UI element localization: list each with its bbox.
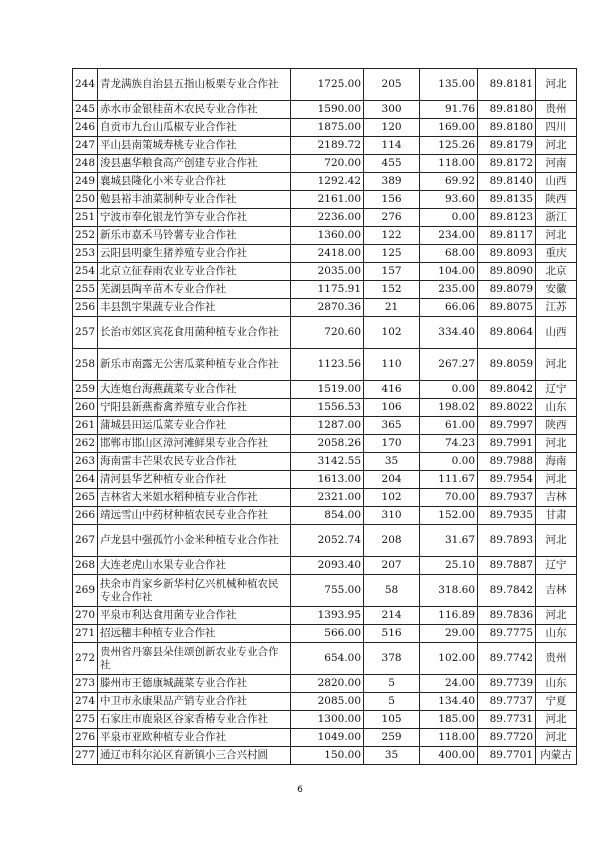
amount-value: 720.60 xyxy=(291,317,364,349)
province: 甘肃 xyxy=(536,507,577,525)
table-row xyxy=(73,381,577,399)
province: 山西 xyxy=(536,173,577,191)
amount-value: 1300.00 xyxy=(291,711,364,729)
average-value: 235.00 xyxy=(420,281,478,299)
member-count: 207 xyxy=(364,557,420,575)
amount-value: 2058.26 xyxy=(291,435,364,453)
amount-value: 654.00 xyxy=(291,643,364,675)
cooperative-name: 卢龙县中强孤竹小金米种植专业合作社 xyxy=(98,525,291,557)
amount-value: 854.00 xyxy=(291,507,364,525)
average-value: 400.00 xyxy=(420,747,478,765)
row-number: 270 xyxy=(73,607,98,625)
amount-value: 1590.00 xyxy=(291,101,364,119)
table-row xyxy=(73,575,577,607)
province: 山东 xyxy=(536,625,577,643)
cooperative-name: 芜湖县陶辛苗木专业合作社 xyxy=(98,281,291,299)
table-row xyxy=(73,155,577,173)
score-value: 89.8123 xyxy=(478,209,536,227)
province: 河北 xyxy=(536,607,577,625)
province: 江苏 xyxy=(536,299,577,317)
score-value: 89.7731 xyxy=(478,711,536,729)
amount-value: 1613.00 xyxy=(291,471,364,489)
row-number: 252 xyxy=(73,227,98,245)
cooperative-name: 新乐市南露无公害瓜菜种植专业合作社 xyxy=(98,349,291,381)
member-count: 21 xyxy=(364,299,420,317)
amount-value: 2870.36 xyxy=(291,299,364,317)
province: 河北 xyxy=(536,227,577,245)
amount-value: 1393.95 xyxy=(291,607,364,625)
province: 山西 xyxy=(536,317,577,349)
score-value: 89.8180 xyxy=(478,101,536,119)
cooperative-name: 石家庄市鹿泉区谷家香椿专业合作社 xyxy=(98,711,291,729)
amount-value: 2093.40 xyxy=(291,557,364,575)
province: 陕西 xyxy=(536,191,577,209)
amount-value: 2236.00 xyxy=(291,209,364,227)
table-row xyxy=(73,693,577,711)
row-number: 272 xyxy=(73,643,98,675)
average-value: 70.00 xyxy=(420,489,478,507)
score-value: 89.8075 xyxy=(478,299,536,317)
row-number: 248 xyxy=(73,155,98,173)
province: 河北 xyxy=(536,137,577,155)
cooperative-name: 云阳县明豪生猪养殖专业合作社 xyxy=(98,245,291,263)
amount-value: 1519.00 xyxy=(291,381,364,399)
province: 宁夏 xyxy=(536,693,577,711)
province: 贵州 xyxy=(536,643,577,675)
cooperative-name: 平山县南策城寿桃专业合作社 xyxy=(98,137,291,155)
score-value: 89.7954 xyxy=(478,471,536,489)
amount-value: 2820.00 xyxy=(291,675,364,693)
cooperative-name: 宁波市奉化银龙竹笋专业合作社 xyxy=(98,209,291,227)
member-count: 105 xyxy=(364,711,420,729)
average-value: 234.00 xyxy=(420,227,478,245)
province: 山东 xyxy=(536,675,577,693)
amount-value: 2052.74 xyxy=(291,525,364,557)
row-number: 244 xyxy=(73,69,98,101)
average-value: 118.00 xyxy=(420,155,478,173)
average-value: 93.60 xyxy=(420,191,478,209)
member-count: 259 xyxy=(364,729,420,747)
average-value: 74.23 xyxy=(420,435,478,453)
average-value: 69.92 xyxy=(420,173,478,191)
row-number: 269 xyxy=(73,575,98,607)
row-number: 255 xyxy=(73,281,98,299)
member-count: 276 xyxy=(364,209,420,227)
cooperative-name: 滕州市王德康城蔬菜专业合作社 xyxy=(98,675,291,693)
member-count: 214 xyxy=(364,607,420,625)
amount-value: 2321.00 xyxy=(291,489,364,507)
average-value: 24.00 xyxy=(420,675,478,693)
row-number: 275 xyxy=(73,711,98,729)
province: 河北 xyxy=(536,729,577,747)
member-count: 102 xyxy=(364,317,420,349)
average-value: 198.02 xyxy=(420,399,478,417)
average-value: 104.00 xyxy=(420,263,478,281)
row-number: 273 xyxy=(73,675,98,693)
province: 河北 xyxy=(536,525,577,557)
table-row xyxy=(73,299,577,317)
row-number: 250 xyxy=(73,191,98,209)
province: 河北 xyxy=(536,711,577,729)
cooperative-name: 大连炮台海燕蔬菜专业合作社 xyxy=(98,381,291,399)
cooperative-name: 襄城县隆化小米专业合作社 xyxy=(98,173,291,191)
member-count: 300 xyxy=(364,101,420,119)
member-count: 122 xyxy=(364,227,420,245)
member-count: 152 xyxy=(364,281,420,299)
amount-value: 1123.56 xyxy=(291,349,364,381)
amount-value: 720.00 xyxy=(291,155,364,173)
average-value: 91.76 xyxy=(420,101,478,119)
table-row xyxy=(73,711,577,729)
average-value: 0.00 xyxy=(420,209,478,227)
province: 河南 xyxy=(536,155,577,173)
row-number: 264 xyxy=(73,471,98,489)
province: 浙江 xyxy=(536,209,577,227)
province: 河北 xyxy=(536,349,577,381)
member-count: 156 xyxy=(364,191,420,209)
row-number: 247 xyxy=(73,137,98,155)
average-value: 334.40 xyxy=(420,317,478,349)
score-value: 89.8181 xyxy=(478,69,536,101)
province: 河北 xyxy=(536,471,577,489)
average-value: 118.00 xyxy=(420,729,478,747)
amount-value: 1875.00 xyxy=(291,119,364,137)
score-value: 89.7935 xyxy=(478,507,536,525)
score-value: 89.8179 xyxy=(478,137,536,155)
amount-value: 1049.00 xyxy=(291,729,364,747)
score-value: 89.8090 xyxy=(478,263,536,281)
cooperative-name: 新乐市嘉禾马铃薯专业合作社 xyxy=(98,227,291,245)
score-value: 89.8093 xyxy=(478,245,536,263)
member-count: 455 xyxy=(364,155,420,173)
score-value: 89.7720 xyxy=(478,729,536,747)
table-row xyxy=(73,489,577,507)
member-count: 110 xyxy=(364,349,420,381)
cooperative-name: 北京立征春雨农业专业合作社 xyxy=(98,263,291,281)
row-number: 258 xyxy=(73,349,98,381)
table-row xyxy=(73,101,577,119)
average-value: 0.00 xyxy=(420,381,478,399)
cooperative-name: 勉县裕丰油菜制种专业合作社 xyxy=(98,191,291,209)
row-number: 274 xyxy=(73,693,98,711)
row-number: 263 xyxy=(73,453,98,471)
score-value: 89.8064 xyxy=(478,317,536,349)
score-value: 89.8079 xyxy=(478,281,536,299)
average-value: 102.00 xyxy=(420,643,478,675)
average-value: 185.00 xyxy=(420,711,478,729)
score-value: 89.8135 xyxy=(478,191,536,209)
score-value: 89.7836 xyxy=(478,607,536,625)
amount-value: 2035.00 xyxy=(291,263,364,281)
cooperative-name: 青龙满族自治县五指山板栗专业合作社 xyxy=(98,69,291,101)
row-number: 251 xyxy=(73,209,98,227)
member-count: 5 xyxy=(364,693,420,711)
province: 河北 xyxy=(536,435,577,453)
amount-value: 2189.72 xyxy=(291,137,364,155)
province: 北京 xyxy=(536,263,577,281)
row-number: 262 xyxy=(73,435,98,453)
table-row xyxy=(73,435,577,453)
cooperative-name: 浚县惠华粮食高产创建专业合作社 xyxy=(98,155,291,173)
row-number: 266 xyxy=(73,507,98,525)
table-body xyxy=(73,69,577,765)
cooperatives-table xyxy=(72,68,577,765)
average-value: 61.00 xyxy=(420,417,478,435)
cooperative-name: 招远穗丰种植专业合作社 xyxy=(98,625,291,643)
province: 贵州 xyxy=(536,101,577,119)
member-count: 516 xyxy=(364,625,420,643)
cooperative-name: 宁阳县新燕畜禽养殖专业合作社 xyxy=(98,399,291,417)
table-row xyxy=(73,137,577,155)
table-row xyxy=(73,281,577,299)
member-count: 157 xyxy=(364,263,420,281)
average-value: 66.06 xyxy=(420,299,478,317)
member-count: 365 xyxy=(364,417,420,435)
score-value: 89.7739 xyxy=(478,675,536,693)
table-row xyxy=(73,453,577,471)
amount-value: 1556.53 xyxy=(291,399,364,417)
cooperative-name: 邯郸市邯山区漳河滩鲜果专业合作社 xyxy=(98,435,291,453)
table-row xyxy=(73,675,577,693)
province: 海南 xyxy=(536,453,577,471)
row-number: 257 xyxy=(73,317,98,349)
province: 河北 xyxy=(536,69,577,101)
member-count: 5 xyxy=(364,675,420,693)
cooperative-name: 扶余市肖家乡新华村亿兴机械种植农民专业合作社 xyxy=(98,575,291,607)
table-row xyxy=(73,557,577,575)
amount-value: 2418.00 xyxy=(291,245,364,263)
average-value: 111.67 xyxy=(420,471,478,489)
province: 重庆 xyxy=(536,245,577,263)
cooperative-name: 平泉市利达食用菌专业合作社 xyxy=(98,607,291,625)
score-value: 89.8022 xyxy=(478,399,536,417)
member-count: 310 xyxy=(364,507,420,525)
score-value: 89.8140 xyxy=(478,173,536,191)
member-count: 114 xyxy=(364,137,420,155)
score-value: 89.8059 xyxy=(478,349,536,381)
average-value: 169.00 xyxy=(420,119,478,137)
score-value: 89.7997 xyxy=(478,417,536,435)
cooperative-name: 平泉市亚欧种植专业合作社 xyxy=(98,729,291,747)
table-row xyxy=(73,317,577,349)
amount-value: 2161.00 xyxy=(291,191,364,209)
row-number: 277 xyxy=(73,747,98,765)
member-count: 170 xyxy=(364,435,420,453)
score-value: 89.7937 xyxy=(478,489,536,507)
province: 吉林 xyxy=(536,575,577,607)
amount-value: 566.00 xyxy=(291,625,364,643)
member-count: 35 xyxy=(364,453,420,471)
row-number: 253 xyxy=(73,245,98,263)
table-row xyxy=(73,417,577,435)
table-row xyxy=(73,227,577,245)
cooperative-name: 吉林省大米姐水稻种植专业合作社 xyxy=(98,489,291,507)
row-number: 271 xyxy=(73,625,98,643)
amount-value: 755.00 xyxy=(291,575,364,607)
row-number: 256 xyxy=(73,299,98,317)
member-count: 416 xyxy=(364,381,420,399)
score-value: 89.8180 xyxy=(478,119,536,137)
amount-value: 2085.00 xyxy=(291,693,364,711)
table-row xyxy=(73,643,577,675)
table-row xyxy=(73,349,577,381)
province: 内蒙古 xyxy=(536,747,577,765)
cooperative-name: 贵州省丹寨县朵佳颂创新农业专业合作社 xyxy=(98,643,291,675)
cooperative-name: 丰县凯宇果蔬专业合作社 xyxy=(98,299,291,317)
average-value: 31.67 xyxy=(420,525,478,557)
member-count: 120 xyxy=(364,119,420,137)
member-count: 102 xyxy=(364,489,420,507)
member-count: 208 xyxy=(364,525,420,557)
cooperative-name: 自贡市九台山瓜椒专业合作社 xyxy=(98,119,291,137)
row-number: 245 xyxy=(73,101,98,119)
table-row xyxy=(73,399,577,417)
row-number: 249 xyxy=(73,173,98,191)
average-value: 116.89 xyxy=(420,607,478,625)
row-number: 261 xyxy=(73,417,98,435)
cooperative-name: 海南雷丰芒果农民专业合作社 xyxy=(98,453,291,471)
average-value: 125.26 xyxy=(420,137,478,155)
cooperative-name: 通辽市科尔沁区育新镇小三合兴村圆 xyxy=(98,747,291,765)
score-value: 89.7988 xyxy=(478,453,536,471)
cooperative-name: 靖远雪山中药材种植农民专业合作社 xyxy=(98,507,291,525)
row-number: 246 xyxy=(73,119,98,137)
table-row xyxy=(73,747,577,765)
amount-value: 150.00 xyxy=(291,747,364,765)
amount-value: 1292.42 xyxy=(291,173,364,191)
province: 陕西 xyxy=(536,417,577,435)
amount-value: 1360.00 xyxy=(291,227,364,245)
row-number: 265 xyxy=(73,489,98,507)
average-value: 152.00 xyxy=(420,507,478,525)
cooperative-name: 清河县华艺种植专业合作社 xyxy=(98,471,291,489)
province: 辽宁 xyxy=(536,381,577,399)
table-row xyxy=(73,263,577,281)
score-value: 89.7742 xyxy=(478,643,536,675)
province: 四川 xyxy=(536,119,577,137)
table-row xyxy=(73,729,577,747)
table-row xyxy=(73,69,577,101)
province: 辽宁 xyxy=(536,557,577,575)
province: 山东 xyxy=(536,399,577,417)
row-number: 259 xyxy=(73,381,98,399)
score-value: 89.7887 xyxy=(478,557,536,575)
score-value: 89.7991 xyxy=(478,435,536,453)
score-value: 89.8042 xyxy=(478,381,536,399)
cooperative-name: 长治市郊区宾花食用菌种植专业合作社 xyxy=(98,317,291,349)
row-number: 254 xyxy=(73,263,98,281)
table-row xyxy=(73,209,577,227)
row-number: 260 xyxy=(73,399,98,417)
row-number: 267 xyxy=(73,525,98,557)
average-value: 25.10 xyxy=(420,557,478,575)
cooperative-name: 中卫市永康果品产销专业合作社 xyxy=(98,693,291,711)
table-row xyxy=(73,245,577,263)
member-count: 106 xyxy=(364,399,420,417)
page-number: 6 xyxy=(297,785,303,795)
member-count: 205 xyxy=(364,69,420,101)
score-value: 89.7737 xyxy=(478,693,536,711)
row-number: 268 xyxy=(73,557,98,575)
average-value: 0.00 xyxy=(420,453,478,471)
score-value: 89.7842 xyxy=(478,575,536,607)
province: 吉林 xyxy=(536,489,577,507)
member-count: 35 xyxy=(364,747,420,765)
average-value: 135.00 xyxy=(420,69,478,101)
row-number: 276 xyxy=(73,729,98,747)
amount-value: 1725.00 xyxy=(291,69,364,101)
table-row xyxy=(73,119,577,137)
amount-value: 1175.91 xyxy=(291,281,364,299)
score-value: 89.8172 xyxy=(478,155,536,173)
table-row xyxy=(73,507,577,525)
member-count: 125 xyxy=(364,245,420,263)
member-count: 204 xyxy=(364,471,420,489)
table-row xyxy=(73,525,577,557)
score-value: 89.7775 xyxy=(478,625,536,643)
member-count: 58 xyxy=(364,575,420,607)
score-value: 89.7701 xyxy=(478,747,536,765)
table-row xyxy=(73,173,577,191)
average-value: 68.00 xyxy=(420,245,478,263)
amount-value: 3142.55 xyxy=(291,453,364,471)
table-row xyxy=(73,191,577,209)
score-value: 89.8117 xyxy=(478,227,536,245)
amount-value: 1287.00 xyxy=(291,417,364,435)
province: 安徽 xyxy=(536,281,577,299)
cooperative-name: 蒲城县田运瓜菜专业合作社 xyxy=(98,417,291,435)
score-value: 89.7893 xyxy=(478,525,536,557)
cooperative-name: 大连老虎山水果专业合作社 xyxy=(98,557,291,575)
average-value: 267.27 xyxy=(420,349,478,381)
average-value: 29.00 xyxy=(420,625,478,643)
table-row xyxy=(73,607,577,625)
table-row xyxy=(73,471,577,489)
member-count: 389 xyxy=(364,173,420,191)
cooperative-name: 赤水市金银桂苗木农民专业合作社 xyxy=(98,101,291,119)
table-row xyxy=(73,625,577,643)
average-value: 134.40 xyxy=(420,693,478,711)
member-count: 378 xyxy=(364,643,420,675)
average-value: 318.60 xyxy=(420,575,478,607)
